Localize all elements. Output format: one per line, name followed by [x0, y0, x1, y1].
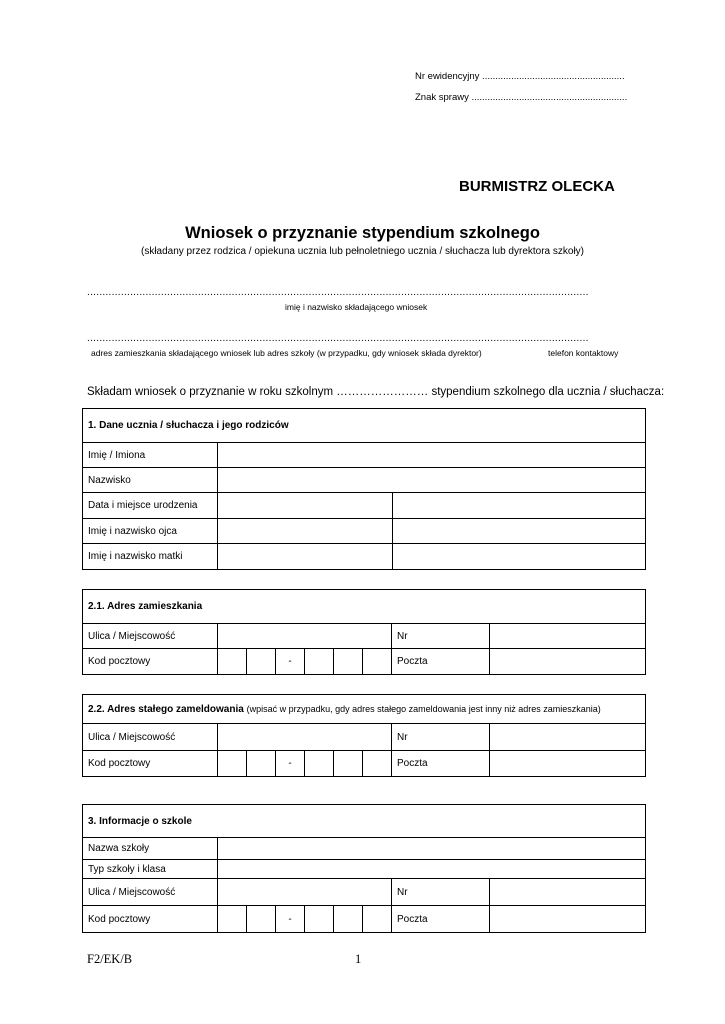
postcode-digit-1[interactable]: [218, 649, 247, 675]
street-label: Ulica / Miejscowość: [83, 624, 218, 649]
mother-first-name-field[interactable]: [218, 544, 393, 570]
first-name-field[interactable]: [218, 443, 646, 468]
post-office-label: Poczta: [392, 649, 490, 675]
registered-postcode-digit-3[interactable]: [305, 751, 334, 777]
post-office-field[interactable]: [490, 649, 646, 675]
school-post-office-field[interactable]: [490, 906, 646, 933]
section-2-2-heading: 2.2. Adres stałego zameldowania: [88, 703, 244, 715]
section-2-2-title: [83, 695, 646, 724]
father-first-name-field[interactable]: [218, 519, 393, 544]
school-number-label: Nr: [392, 879, 490, 906]
section-2-1-title: 2.1. Adres zamieszkania: [83, 590, 646, 624]
applicant-name-dots: ...................................................................................................................................................................: [87, 287, 589, 298]
house-number-field[interactable]: [490, 624, 646, 649]
applicant-address-dots: ...................................................................................................................................................................: [87, 333, 589, 344]
section-1-title: 1. Dane ucznia / słuchacza i jego rodziców: [83, 409, 646, 443]
postcode-dash: -: [276, 649, 305, 675]
postcode-digit-2[interactable]: [247, 649, 276, 675]
school-street-label: Ulica / Miejscowość: [83, 879, 218, 906]
registered-postcode-digit-5[interactable]: [363, 751, 392, 777]
applicant-name-caption: imię i nazwisko składającego wniosek: [285, 302, 428, 312]
street-field[interactable]: [218, 624, 392, 649]
surname-field[interactable]: [218, 468, 646, 493]
case-reference-line: Znak sprawy ...........................................................: [415, 92, 628, 103]
school-type-label: Typ szkoły i klasa: [83, 860, 218, 879]
father-surname-field[interactable]: [393, 519, 646, 544]
birth-date-field[interactable]: [218, 493, 393, 519]
postcode-label: Kod pocztowy: [83, 649, 218, 675]
registered-postcode-digit-4[interactable]: [334, 751, 363, 777]
mother-label: Imię i nazwisko matki: [83, 544, 218, 570]
school-postcode-digit-2[interactable]: [247, 906, 276, 933]
house-number-label: Nr: [392, 624, 490, 649]
school-postcode-dash: -: [276, 906, 305, 933]
registered-number-label: Nr: [392, 724, 490, 751]
school-post-office-label: Poczta: [392, 906, 490, 933]
registered-street-field[interactable]: [218, 724, 392, 751]
intro-statement: Składam wniosek o przyznanie w roku szkolnym …………………… stypendium szkolnego dla ucznia / słuchacza:: [87, 386, 665, 398]
page-subtitle: (składany przez rodzica / opiekuna ucznia lub pełnoletniego ucznia / słuchacza lub dyrektora szkoły): [140, 246, 585, 257]
school-postcode-digit-3[interactable]: [305, 906, 334, 933]
applicant-phone-caption: telefon kontaktowy: [548, 348, 619, 358]
page-number: 1: [355, 952, 362, 966]
section-student-data: [82, 408, 646, 570]
mother-surname-field[interactable]: [393, 544, 646, 570]
page-title: Wniosek o przyznanie stypendium szkolnego: [185, 224, 540, 242]
section-2-2-note: (wpisać w przypadku, gdy adres stałego zameldowania jest inny niż adres zamieszkania): [246, 703, 601, 714]
registered-postcode-digit-2[interactable]: [247, 751, 276, 777]
father-label: Imię i nazwisko ojca: [83, 519, 218, 544]
birth-label: Data i miejsce urodzenia: [83, 493, 218, 519]
registered-postcode-dash: -: [276, 751, 305, 777]
applicant-address-caption: adres zamieszkania składającego wniosek lub adres szkoły (w przypadku, gdy wniosek składa dyrektor): [91, 348, 482, 358]
addressee-heading: BURMISTRZ OLECKA: [459, 178, 615, 195]
school-postcode-label: Kod pocztowy: [83, 906, 218, 933]
registered-post-office-label: Poczta: [392, 751, 490, 777]
registered-post-office-field[interactable]: [490, 751, 646, 777]
registered-postcode-label: Kod pocztowy: [83, 751, 218, 777]
surname-label: Nazwisko: [83, 468, 218, 493]
form-code: F2/EK/B: [87, 952, 133, 966]
registry-number-line: Nr ewidencyjny ......................................................: [415, 71, 625, 82]
postcode-digit-3[interactable]: [305, 649, 334, 675]
school-number-field[interactable]: [490, 879, 646, 906]
school-name-label: Nazwa szkoły: [83, 838, 218, 860]
registered-postcode-digit-1[interactable]: [218, 751, 247, 777]
section-3-title: 3. Informacje o szkole: [83, 805, 646, 838]
section-residence-address: [82, 589, 646, 675]
registered-number-field[interactable]: [490, 724, 646, 751]
school-street-field[interactable]: [218, 879, 392, 906]
school-postcode-digit-5[interactable]: [363, 906, 392, 933]
first-name-label: Imię / Imiona: [83, 443, 218, 468]
school-type-field[interactable]: [218, 860, 646, 879]
section-school-info: [82, 804, 646, 933]
registered-street-label: Ulica / Miejscowość: [83, 724, 218, 751]
postcode-digit-5[interactable]: [363, 649, 392, 675]
school-postcode-digit-4[interactable]: [334, 906, 363, 933]
postcode-digit-4[interactable]: [334, 649, 363, 675]
school-postcode-digit-1[interactable]: [218, 906, 247, 933]
school-name-field[interactable]: [218, 838, 646, 860]
birth-place-field[interactable]: [393, 493, 646, 519]
section-registered-address: [82, 694, 646, 777]
